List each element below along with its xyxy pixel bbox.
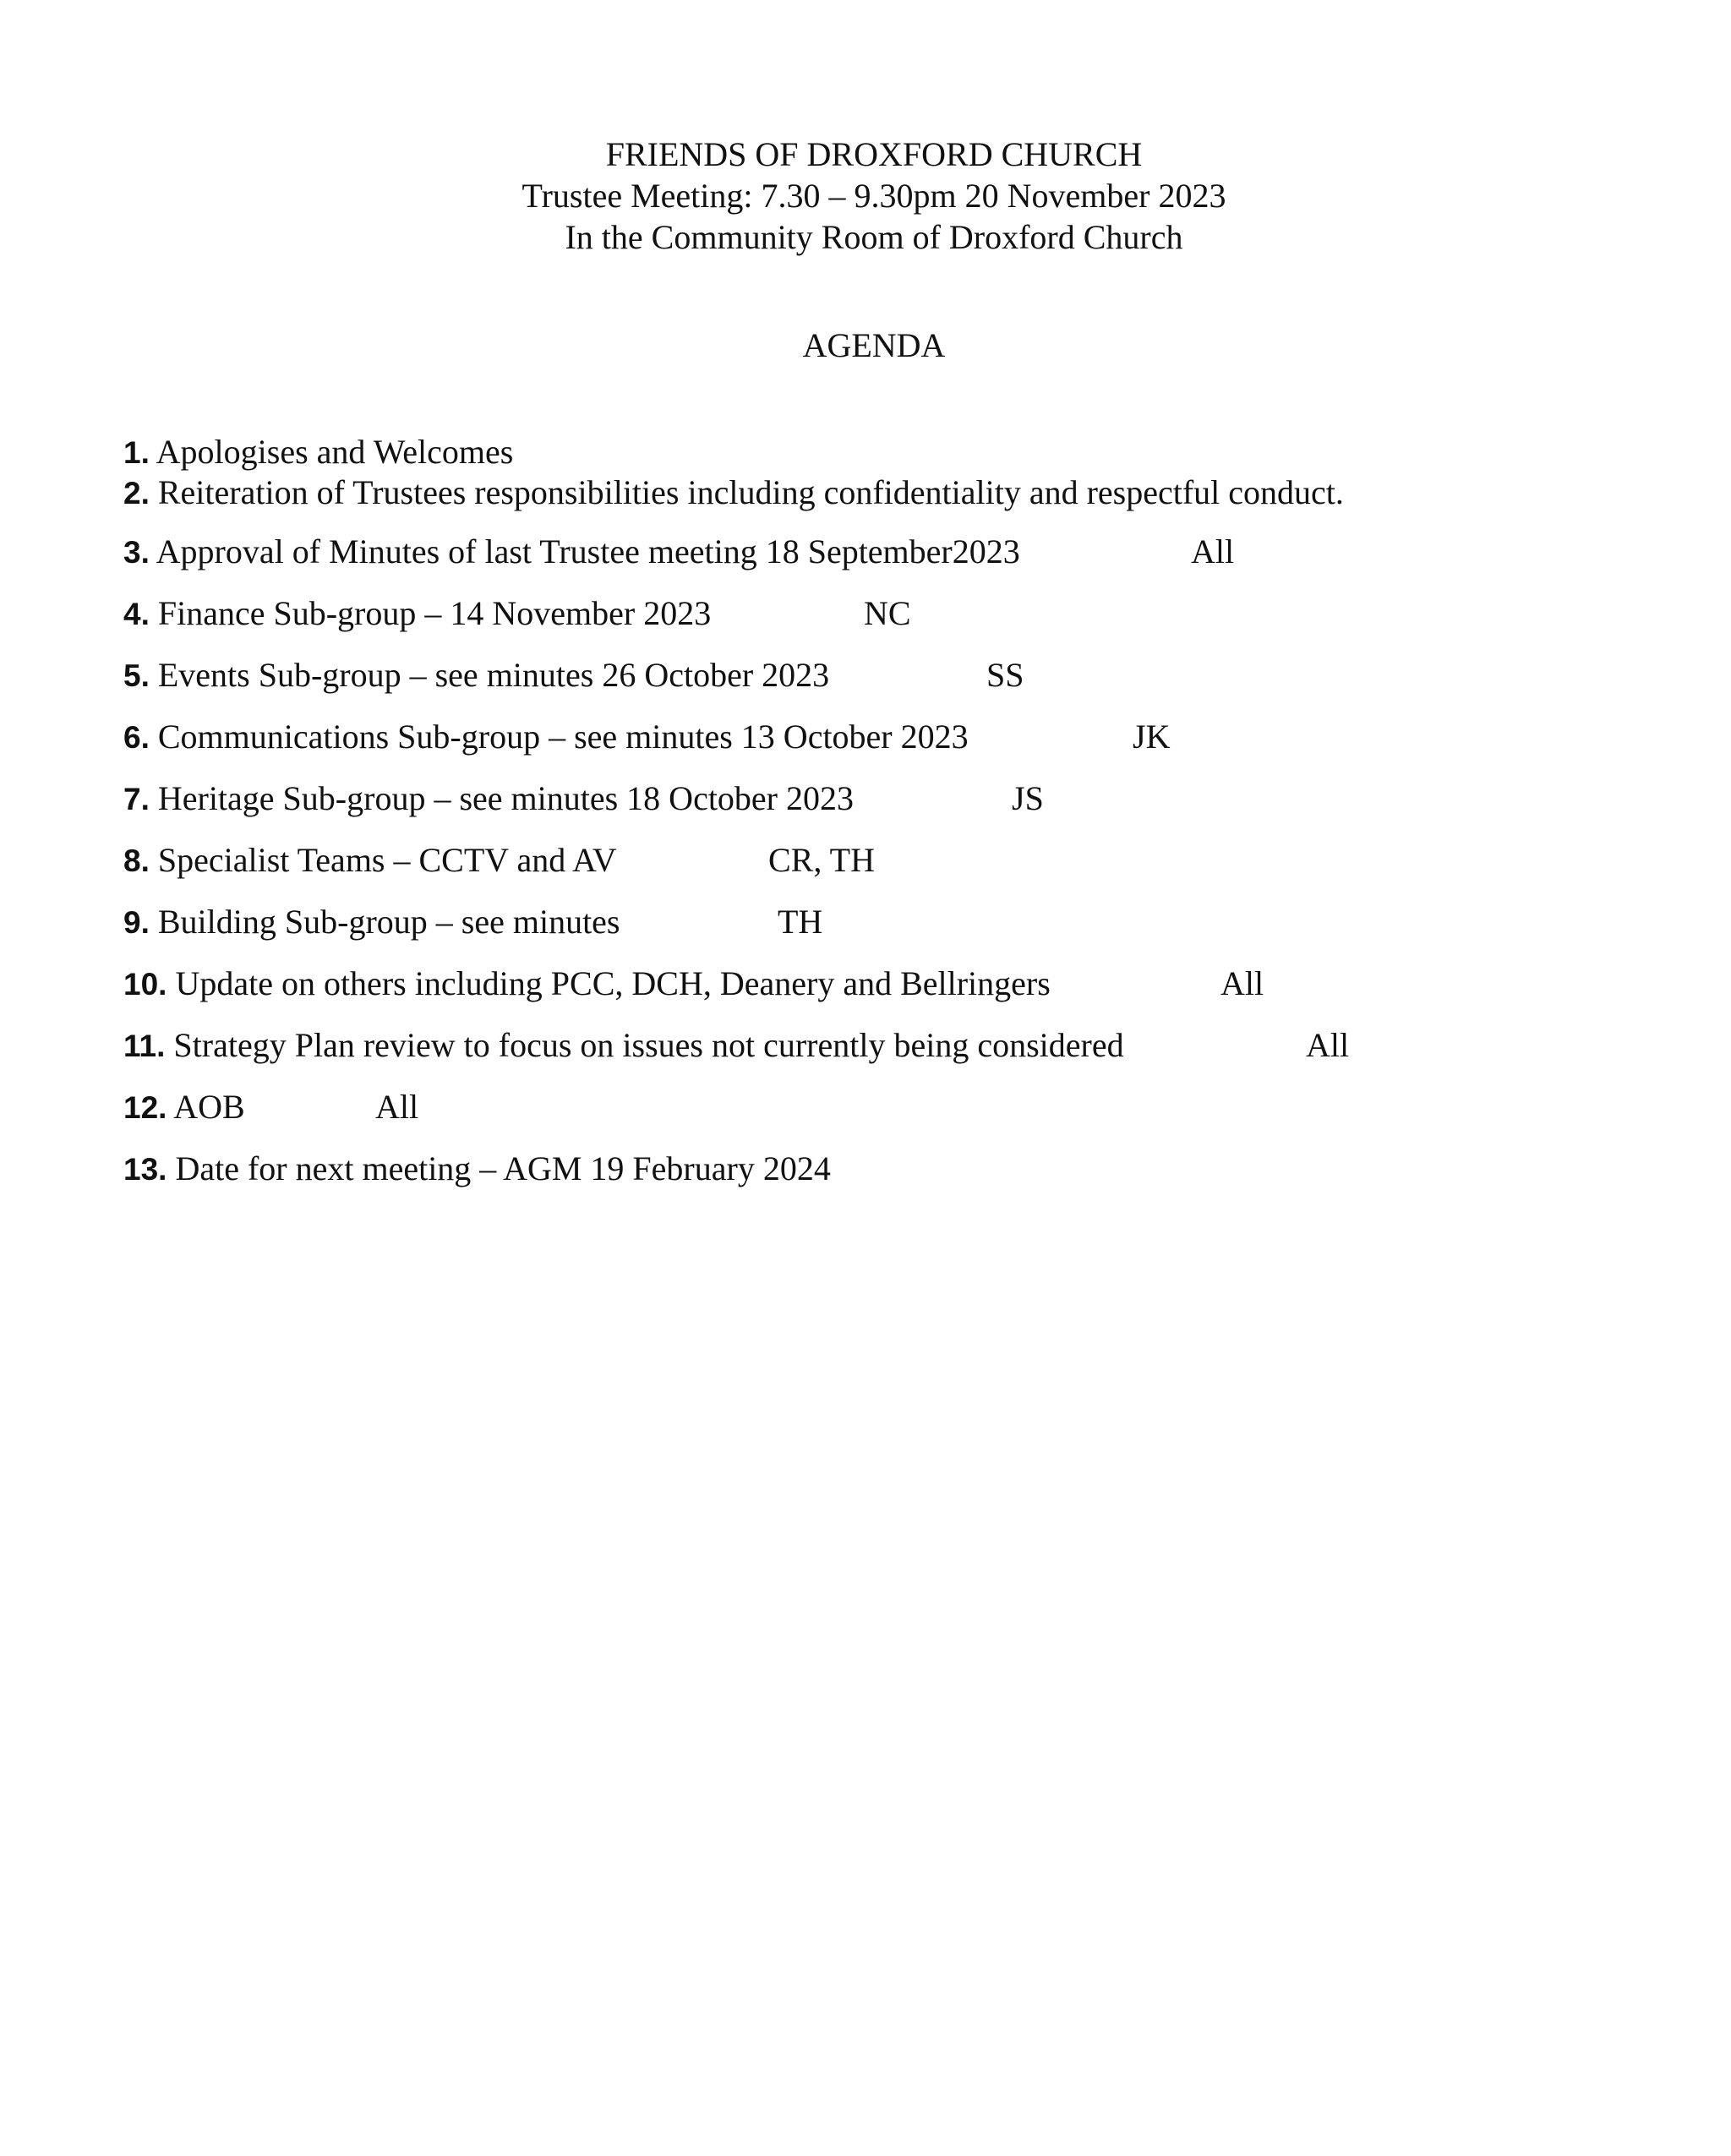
- agenda-item-text: Heritage Sub-group – see minutes 18 October 2023: [157, 779, 855, 817]
- agenda-item-number: 11.: [123, 1029, 166, 1063]
- meeting-details: Trustee Meeting: 7.30 – 9.30pm 20 November 2023: [521, 177, 1226, 215]
- agenda-item-8: [123, 840, 875, 882]
- agenda-item-owner: All: [1306, 1026, 1350, 1064]
- agenda-item-3: [123, 532, 1235, 573]
- agenda-item-text: Building Sub-group – see minutes: [157, 903, 620, 941]
- agenda-item-number: 12.: [123, 1090, 167, 1125]
- agenda-item-text: Update on others including PCC, DCH, Deanery and Bellringers: [175, 964, 1051, 1002]
- agenda-item-owner: TH: [778, 903, 823, 941]
- agenda-item-text: Approval of Minutes of last Trustee meeting 18 September2023: [156, 532, 1020, 570]
- organisation-name: FRIENDS OF DROXFORD CHURCH: [605, 135, 1143, 173]
- agenda-item-13: [123, 1149, 831, 1190]
- agenda-item-owner: JK: [1133, 718, 1171, 756]
- agenda-title: AGENDA: [802, 326, 946, 364]
- agenda-item-5: [123, 655, 1024, 696]
- agenda-item-owner: JS: [1012, 779, 1044, 817]
- agenda-item-number: 8.: [123, 843, 150, 878]
- agenda-item-owner: NC: [864, 594, 911, 632]
- agenda-item-12: [123, 1087, 419, 1128]
- agenda-item-owner: All: [375, 1088, 419, 1126]
- agenda-item-owner: SS: [986, 656, 1024, 694]
- agenda-item-owner: All: [1191, 532, 1235, 570]
- agenda-item-number: 3.: [123, 535, 150, 570]
- agenda-item-4: [123, 593, 911, 635]
- agenda-item-text: Reiteration of Trustees responsibilities including confidentiality and respectful conduct.: [157, 473, 1344, 511]
- agenda-item-9: [123, 902, 823, 943]
- agenda-item-11: [123, 1025, 1350, 1067]
- agenda-item-1: [123, 432, 513, 473]
- agenda-item-6: [123, 717, 1171, 758]
- agenda-item-owner: All: [1220, 964, 1264, 1002]
- document-header: [0, 134, 1731, 258]
- agenda-item-number: 6.: [123, 720, 150, 755]
- meeting-location: In the Community Room of Droxford Church: [565, 218, 1183, 256]
- agenda-item-owner: CR, TH: [768, 841, 875, 879]
- agenda-item-text: Apologises and Welcomes: [156, 433, 514, 471]
- agenda-item-2: [123, 472, 1344, 514]
- agenda-item-number: 7.: [123, 782, 150, 816]
- agenda-item-number: 13.: [123, 1152, 167, 1187]
- agenda-item-number: 2.: [123, 476, 150, 510]
- agenda-item-text: Finance Sub-group – 14 November 2023: [157, 594, 712, 632]
- agenda-item-text: Events Sub-group – see minutes 26 October 2023: [157, 656, 830, 694]
- agenda-item-text: Communications Sub-group – see minutes 13 October 2023: [157, 718, 969, 756]
- agenda-item-number: 5.: [123, 658, 150, 693]
- agenda-item-text: Date for next meeting – AGM 19 February 2024: [175, 1149, 831, 1187]
- agenda-item-number: 10.: [123, 967, 167, 1002]
- agenda-item-text: AOB: [173, 1088, 245, 1126]
- agenda-item-text: Strategy Plan review to focus on issues not currently being considered: [173, 1026, 1124, 1064]
- agenda-item-number: 4.: [123, 597, 150, 631]
- agenda-item-text: Specialist Teams – CCTV and AV: [157, 841, 617, 879]
- agenda-item-7: [123, 778, 1044, 820]
- agenda-item-number: 9.: [123, 905, 150, 940]
- agenda-item-10: [123, 963, 1264, 1005]
- agenda-item-number: 1.: [123, 435, 150, 470]
